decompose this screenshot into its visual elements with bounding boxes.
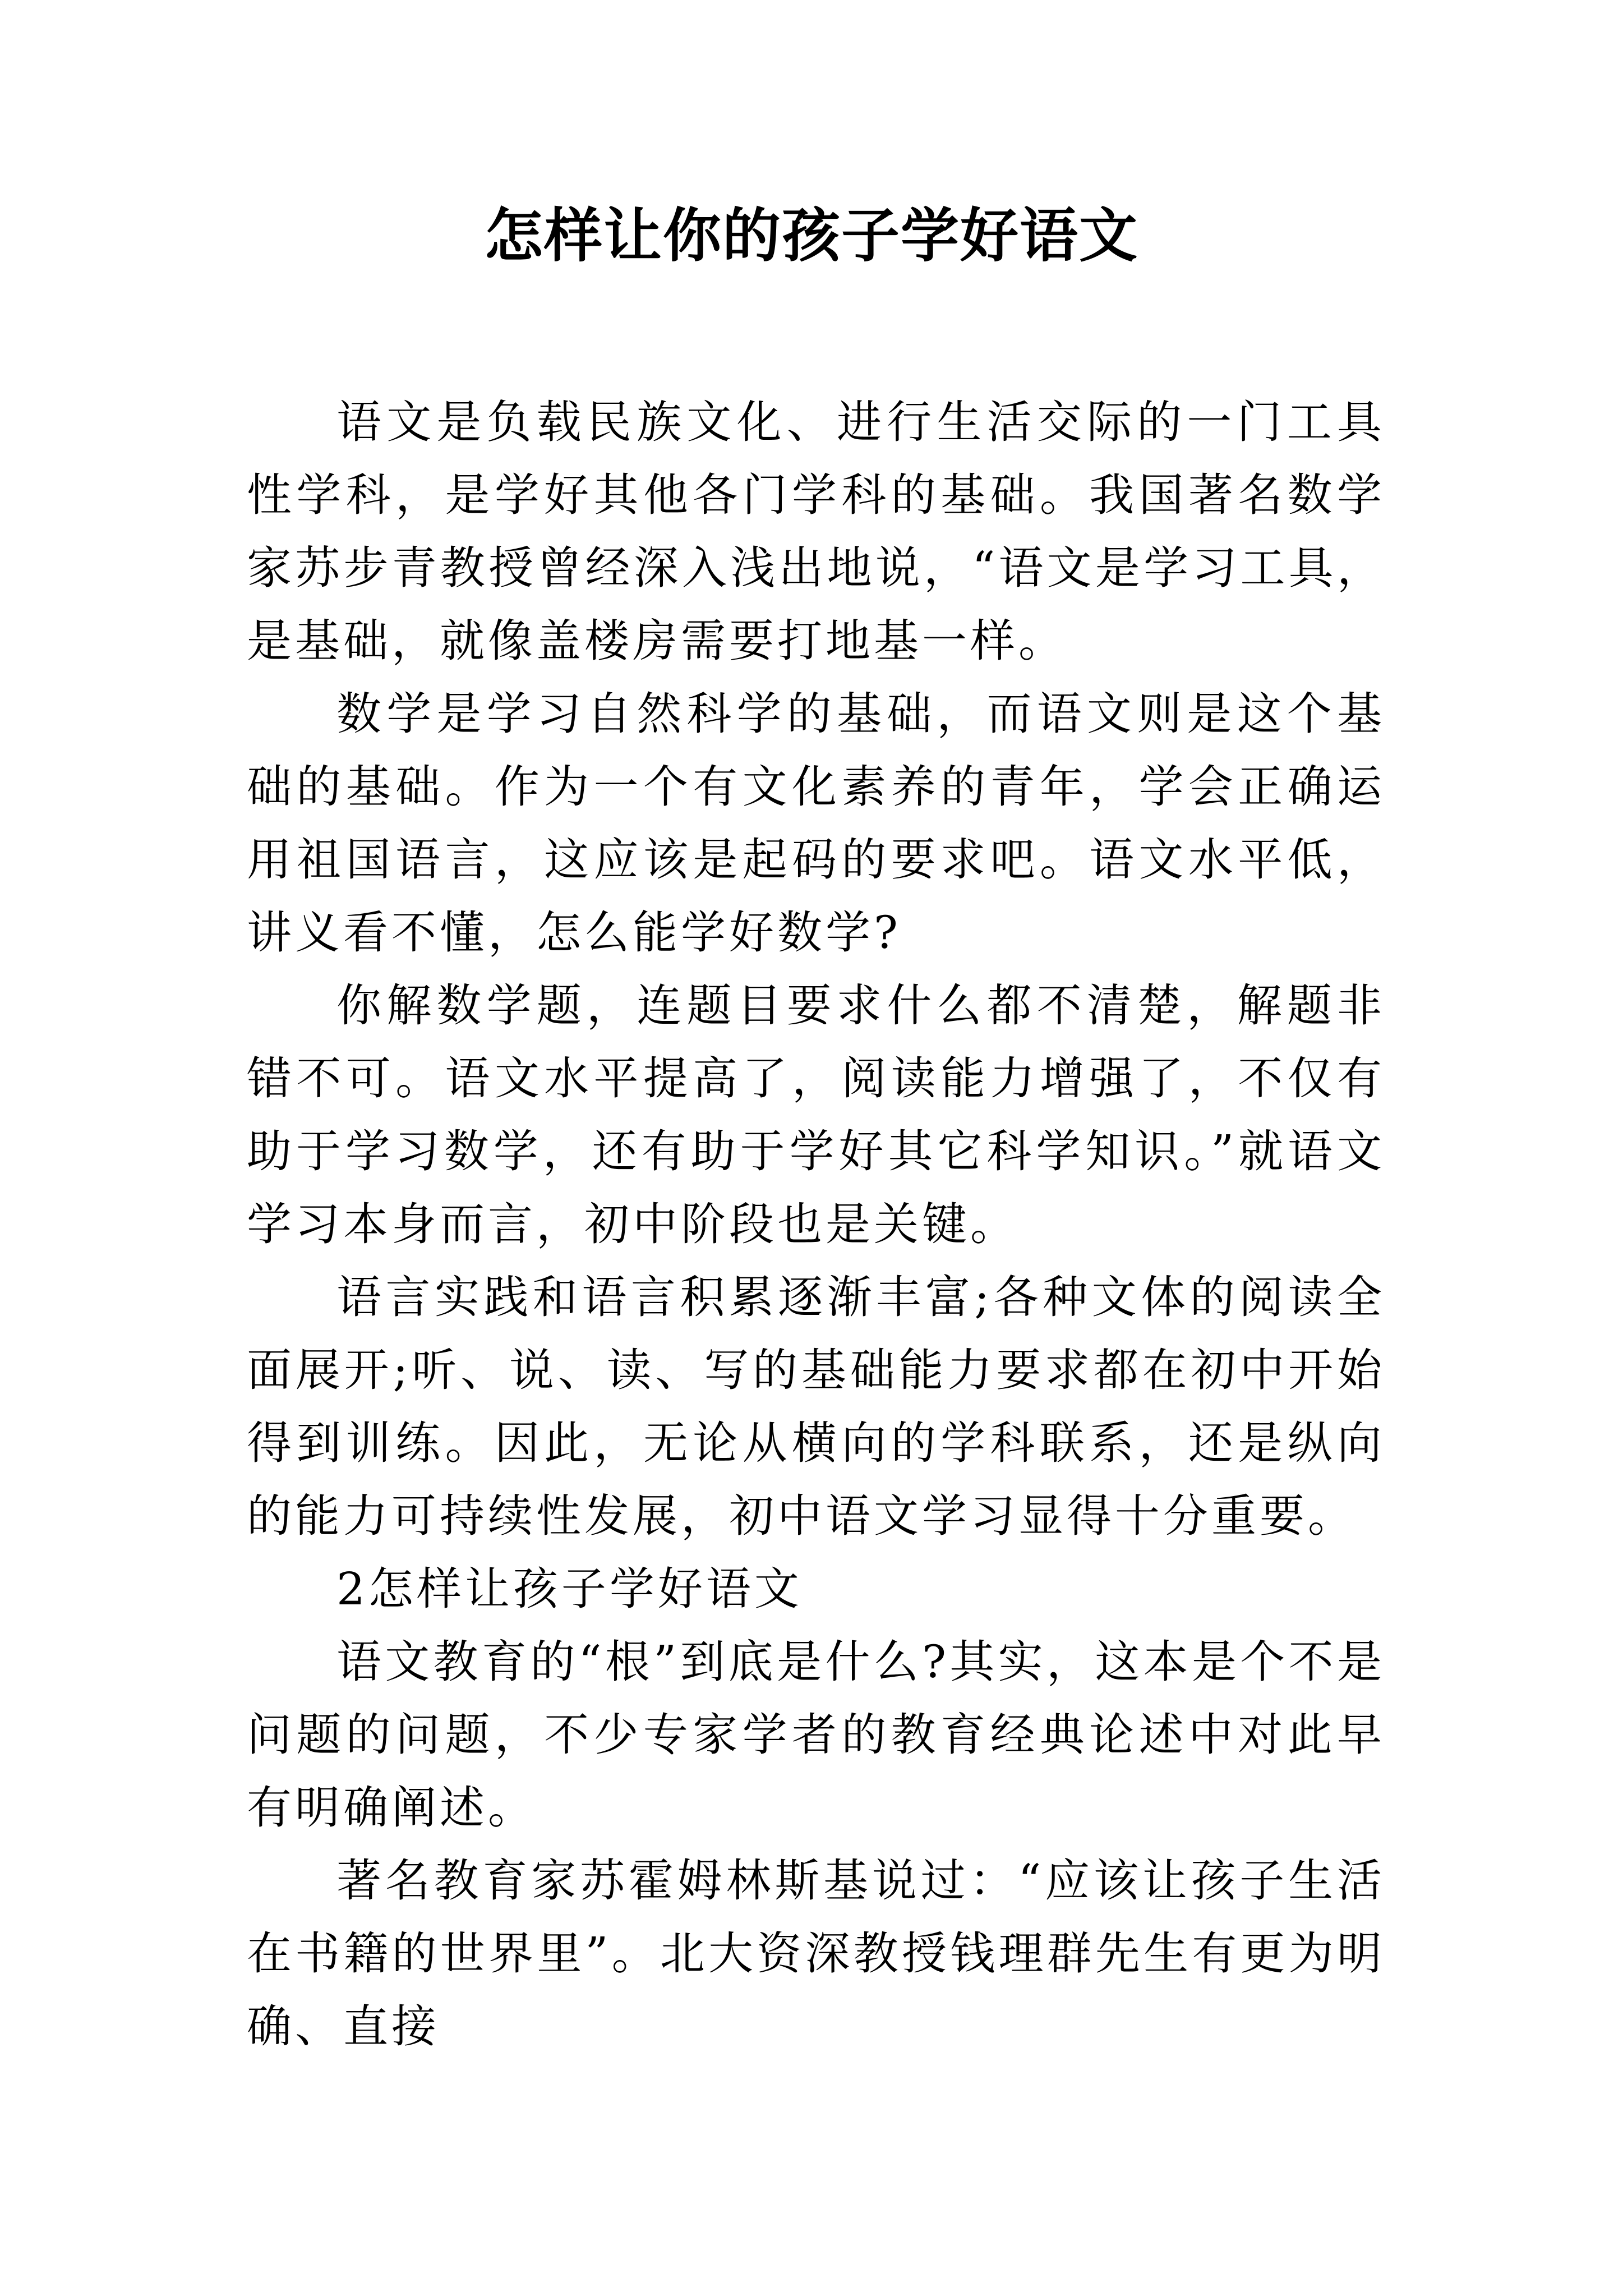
- paragraph: 著名教育家苏霍姆林斯基说过：“应该让孩子生活在书籍的世界里”。北大资深教授钱理群先生有更为明确、直接: [247, 1855, 1385, 2053]
- paragraph: 语文是负载民族文化、进行生活交际的一门工具性学科，是学好其他各门学科的基础。我国著名数学家苏步青教授曾经深入浅出地说，“语文是学习工具，是基础，就像盖楼房需要打地基一样。: [247, 396, 1385, 667]
- paragraph: 数学是学习自然科学的基础，而语文则是这个基础的基础。作为一个有文化素养的青年，学会正确运用祖国语言，这应该是起码的要求吧。语文水平低，讲义看不懂，怎么能学好数学?: [247, 688, 1385, 959]
- paragraph: 你解数学题，连题目要求什么都不清楚，解题非错不可。语文水平提高了，阅读能力增强了，不仅有助于学习数学，还有助于学好其它科学知识。”就语文学习本身而言，初中阶段也是关键。: [247, 979, 1385, 1250]
- section-heading: 2怎样让孩子学好语文: [336, 1563, 803, 1615]
- paragraph: 语文教育的“根”到底是什么?其实，这本是个不是问题的问题，不少专家学者的教育经典论述中对此早有明确阐述。: [247, 1636, 1385, 1834]
- document-body: [247, 386, 1385, 2063]
- paragraph: 语言实践和语言积累逐渐丰富;各种文体的阅读全面展开;听、说、读、写的基础能力要求都在初中开始得到训练。因此，无论从横向的学科联系，还是纵向的能力可持续性发展，初中语文学习显得十分重要。: [247, 1271, 1385, 1542]
- document-title: 怎样让你的孩子学好语文: [484, 201, 1138, 270]
